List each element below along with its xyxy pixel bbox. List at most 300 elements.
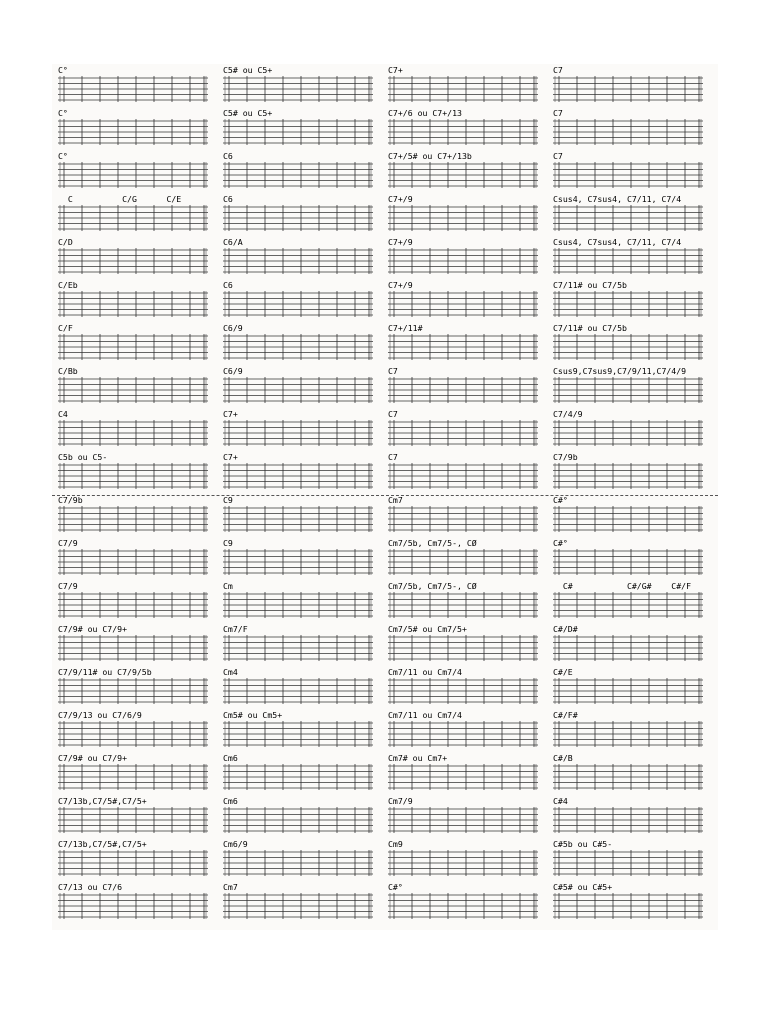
chord-cell (551, 668, 716, 711)
tab-lines-icon (221, 248, 375, 274)
chord-cell (56, 281, 221, 324)
chord-name: C7/13b,C7/5#,C7/5+ (58, 839, 147, 849)
tab-lines-icon (221, 807, 375, 833)
chord-name: C7+ (223, 452, 238, 462)
fretboard-diagram (386, 334, 540, 360)
chord-cell (386, 238, 551, 281)
chord-cell (551, 883, 716, 926)
fretboard-diagram (386, 119, 540, 145)
chord-cell (386, 281, 551, 324)
tab-lines-icon (221, 635, 375, 661)
tab-lines-icon (551, 463, 705, 489)
chord-cell (221, 883, 386, 926)
chord-cell (551, 281, 716, 324)
chord-cell (221, 453, 386, 496)
fretboard-diagram (221, 592, 375, 618)
chord-cell (551, 582, 716, 625)
fretboard-diagram (551, 549, 705, 575)
chord-cell (386, 582, 551, 625)
tab-lines-icon (56, 76, 210, 102)
chord-cell (386, 324, 551, 367)
tab-lines-icon (221, 420, 375, 446)
fretboard-diagram (56, 850, 210, 876)
fretboard-diagram (56, 764, 210, 790)
fretboard-diagram (56, 291, 210, 317)
fretboard-diagram (386, 420, 540, 446)
tab-lines-icon (221, 592, 375, 618)
tab-lines-icon (386, 162, 540, 188)
fretboard-diagram (551, 377, 705, 403)
fretboard-diagram (221, 850, 375, 876)
fretboard-diagram (551, 205, 705, 231)
chord-cell (551, 754, 716, 797)
chord-cell (221, 324, 386, 367)
fretboard-diagram (551, 463, 705, 489)
fretboard-diagram (551, 162, 705, 188)
chord-cell (386, 668, 551, 711)
chord-name: C° (58, 65, 68, 75)
tab-lines-icon (56, 721, 210, 747)
chord-cell (551, 453, 716, 496)
tab-lines-icon (56, 420, 210, 446)
tab-lines-icon (386, 248, 540, 274)
chord-cell (56, 883, 221, 926)
fretboard-diagram (221, 76, 375, 102)
tab-lines-icon (56, 205, 210, 231)
chord-name: C7+/9 (388, 194, 413, 204)
fretboard-diagram (551, 678, 705, 704)
fretboard-diagram (551, 893, 705, 919)
chord-cell (221, 66, 386, 109)
tab-lines-icon (386, 721, 540, 747)
chord-cell (56, 109, 221, 152)
tab-lines-icon (386, 76, 540, 102)
fretboard-diagram (221, 463, 375, 489)
tab-lines-icon (56, 850, 210, 876)
chord-cell (551, 109, 716, 152)
chord-name: C6 (223, 151, 233, 161)
chord-name: C7 (553, 151, 563, 161)
tab-lines-icon (221, 549, 375, 575)
chord-cell (221, 711, 386, 754)
fretboard-diagram (221, 549, 375, 575)
chord-cell (56, 238, 221, 281)
tab-lines-icon (551, 850, 705, 876)
chord-name: Cm7/9 (388, 796, 413, 806)
chord-cell (386, 496, 551, 539)
chord-name: Cm7 (223, 882, 238, 892)
fretboard-diagram (56, 248, 210, 274)
tab-lines-icon (386, 807, 540, 833)
fretboard-diagram (386, 764, 540, 790)
chord-name: Cm4 (223, 667, 238, 677)
chord-name: C7+/9 (388, 280, 413, 290)
fretboard-diagram (386, 248, 540, 274)
tab-lines-icon (56, 549, 210, 575)
fretboard-diagram (551, 248, 705, 274)
fretboard-diagram (221, 506, 375, 532)
chord-cell (386, 152, 551, 195)
chord-cell (386, 625, 551, 668)
chord-name: Cm7/11 ou Cm7/4 (388, 667, 462, 677)
tab-lines-icon (386, 119, 540, 145)
chord-cell (221, 109, 386, 152)
chord-cell (56, 496, 221, 539)
chord-name: C7+/6 ou C7+/13 (388, 108, 462, 118)
chord-cell (551, 66, 716, 109)
chord-cell (386, 797, 551, 840)
tab-lines-icon (56, 334, 210, 360)
chord-cell (551, 238, 716, 281)
tab-lines-icon (56, 119, 210, 145)
fretboard-diagram (56, 721, 210, 747)
chord-cell (386, 367, 551, 410)
chord-name: C#° (553, 495, 568, 505)
fretboard-diagram (221, 420, 375, 446)
chord-name: C/F (58, 323, 73, 333)
chord-cell (386, 195, 551, 238)
chord-name: C5# ou C5+ (223, 65, 273, 75)
fretboard-diagram (551, 506, 705, 532)
tab-lines-icon (551, 893, 705, 919)
chord-cell (221, 625, 386, 668)
tab-lines-icon (56, 463, 210, 489)
chord-cell (56, 754, 221, 797)
tab-lines-icon (386, 377, 540, 403)
chord-cell (386, 754, 551, 797)
chord-name: Cm7/5# ou Cm7/5+ (388, 624, 467, 634)
tab-lines-icon (386, 334, 540, 360)
chord-name: C7+/11# (388, 323, 423, 333)
chord-cell (221, 152, 386, 195)
chord-name: Cm7 (388, 495, 403, 505)
fretboard-diagram (56, 420, 210, 446)
tab-lines-icon (386, 850, 540, 876)
chord-name: C#/E (553, 667, 573, 677)
chord-name: C#5b ou C#5- (553, 839, 613, 849)
fretboard-diagram (221, 377, 375, 403)
chord-cell (56, 711, 221, 754)
fretboard-diagram (386, 635, 540, 661)
chord-name: C7/9/13 ou C7/6/9 (58, 710, 142, 720)
chord-cell (551, 324, 716, 367)
chord-cell (386, 66, 551, 109)
chord-cell (221, 797, 386, 840)
tab-lines-icon (551, 205, 705, 231)
chord-cell (221, 668, 386, 711)
fretboard-diagram (551, 807, 705, 833)
chord-name: C#° (388, 882, 403, 892)
chord-name: C7+/5# ou C7+/13b (388, 151, 472, 161)
fretboard-diagram (221, 893, 375, 919)
fretboard-diagram (386, 721, 540, 747)
chord-name: C#° (553, 538, 568, 548)
tab-lines-icon (221, 764, 375, 790)
fretboard-diagram (221, 721, 375, 747)
chord-cell (221, 410, 386, 453)
tab-lines-icon (551, 420, 705, 446)
chord-name: Csus4, C7sus4, C7/11, C7/4 (553, 237, 682, 247)
chord-name: C#4 (553, 796, 568, 806)
tab-lines-icon (221, 291, 375, 317)
chord-name: C9 (223, 495, 233, 505)
chord-name: C7/9 (58, 581, 78, 591)
chord-name: C#/F# (553, 710, 578, 720)
chord-name: C7/13 ou C7/6 (58, 882, 123, 892)
chord-cell (221, 195, 386, 238)
tab-lines-icon (221, 334, 375, 360)
chord-name: C7/9 (58, 538, 78, 548)
chord-cell (386, 840, 551, 883)
chord-name: C/Bb (58, 366, 78, 376)
chord-name: C7/11# ou C7/5b (553, 280, 627, 290)
tab-lines-icon (221, 162, 375, 188)
fretboard-diagram (56, 635, 210, 661)
fretboard-diagram (551, 764, 705, 790)
fretboard-diagram (551, 291, 705, 317)
chord-cell (551, 367, 716, 410)
tab-lines-icon (56, 764, 210, 790)
tab-lines-icon (551, 592, 705, 618)
tab-lines-icon (551, 76, 705, 102)
chord-name: C/Eb (58, 280, 78, 290)
tab-lines-icon (221, 119, 375, 145)
chord-name: Cm (223, 581, 233, 591)
chord-cell (551, 539, 716, 582)
chord-cell (386, 453, 551, 496)
fretboard-diagram (56, 807, 210, 833)
fretboard-diagram (221, 807, 375, 833)
chord-cell (551, 797, 716, 840)
fretboard-diagram (386, 549, 540, 575)
tab-lines-icon (386, 291, 540, 317)
fretboard-diagram (221, 205, 375, 231)
fretboard-diagram (551, 721, 705, 747)
fretboard-diagram (386, 162, 540, 188)
chord-name: C7/9b (58, 495, 83, 505)
chord-name: Cm5# ou Cm5+ (223, 710, 283, 720)
chord-name: C7+ (388, 65, 403, 75)
chord-cell (386, 410, 551, 453)
chord-name: C7/9/11# ou C7/9/5b (58, 667, 152, 677)
chord-name: C4 (58, 409, 68, 419)
fretboard-diagram (386, 850, 540, 876)
tab-lines-icon (221, 678, 375, 704)
chord-name: C7/9# ou C7/9+ (58, 753, 128, 763)
tab-lines-icon (386, 592, 540, 618)
tab-lines-icon (551, 635, 705, 661)
chord-name: C7 (388, 452, 398, 462)
tab-lines-icon (551, 721, 705, 747)
fretboard-diagram (386, 592, 540, 618)
fretboard-diagram (56, 334, 210, 360)
fretboard-diagram (551, 119, 705, 145)
chord-cell (56, 668, 221, 711)
chord-name: C6/9 (223, 366, 243, 376)
chord-name: C# C#/G# C#/F (553, 581, 692, 591)
fretboard-diagram (386, 76, 540, 102)
fretboard-diagram (386, 463, 540, 489)
chord-name: C6/A (223, 237, 243, 247)
chord-cell (56, 324, 221, 367)
chord-name: C#/B (553, 753, 573, 763)
chord-name: Csus4, C7sus4, C7/11, C7/4 (553, 194, 682, 204)
chord-name: Cm9 (388, 839, 403, 849)
chord-name: C7+/9 (388, 237, 413, 247)
chord-name: C9 (223, 538, 233, 548)
fretboard-diagram (56, 549, 210, 575)
tab-lines-icon (551, 119, 705, 145)
chord-name: C7/13b,C7/5#,C7/5+ (58, 796, 147, 806)
chord-cell (221, 754, 386, 797)
tab-lines-icon (551, 549, 705, 575)
tab-lines-icon (386, 678, 540, 704)
tab-lines-icon (551, 506, 705, 532)
tab-lines-icon (551, 678, 705, 704)
chord-cell (551, 625, 716, 668)
chord-name: C6 (223, 194, 233, 204)
tab-lines-icon (551, 248, 705, 274)
chord-cell (56, 66, 221, 109)
fretboard-diagram (551, 420, 705, 446)
chord-name: Cm7/11 ou Cm7/4 (388, 710, 462, 720)
fretboard-diagram (386, 291, 540, 317)
fretboard-diagram (56, 678, 210, 704)
fretboard-diagram (221, 162, 375, 188)
fretboard-diagram (386, 506, 540, 532)
fretboard-diagram (386, 678, 540, 704)
tab-lines-icon (551, 764, 705, 790)
chord-name: C7/4/9 (553, 409, 583, 419)
tab-lines-icon (56, 807, 210, 833)
tab-lines-icon (386, 635, 540, 661)
chord-name: C#/D# (553, 624, 578, 634)
chord-cell (56, 582, 221, 625)
fretboard-diagram (221, 119, 375, 145)
chord-name: C5# ou C5+ (223, 108, 273, 118)
chord-cell (56, 797, 221, 840)
fretboard-diagram (551, 76, 705, 102)
chord-cell (56, 625, 221, 668)
tab-lines-icon (56, 506, 210, 532)
fretboard-diagram (56, 76, 210, 102)
chord-name: Cm6 (223, 796, 238, 806)
fretboard-diagram (56, 893, 210, 919)
tab-lines-icon (221, 76, 375, 102)
tab-lines-icon (386, 764, 540, 790)
fretboard-diagram (221, 678, 375, 704)
chord-cell (551, 496, 716, 539)
fretboard-diagram (386, 893, 540, 919)
chord-cell (551, 410, 716, 453)
tab-lines-icon (56, 592, 210, 618)
tab-lines-icon (221, 506, 375, 532)
chord-cell (56, 367, 221, 410)
tab-lines-icon (56, 162, 210, 188)
fretboard-diagram (56, 592, 210, 618)
chord-chart-sheet (52, 64, 718, 930)
fretboard-diagram (56, 162, 210, 188)
fretboard-diagram (386, 807, 540, 833)
chord-name: Csus9,C7sus9,C7/9/11,C7/4/9 (553, 366, 687, 376)
chord-name: C5b ou C5- (58, 452, 108, 462)
chord-name: C7 (553, 65, 563, 75)
fretboard-diagram (221, 291, 375, 317)
chord-cell (56, 840, 221, 883)
chord-cell (56, 539, 221, 582)
fretboard-diagram (386, 205, 540, 231)
chord-name: C#5# ou C#5+ (553, 882, 613, 892)
chord-name: C7 (388, 409, 398, 419)
fretboard-diagram (56, 463, 210, 489)
chord-name: Cm6 (223, 753, 238, 763)
chord-cell (221, 496, 386, 539)
chord-name: C7 (388, 366, 398, 376)
chord-name: C7+ (223, 409, 238, 419)
chord-cell (551, 840, 716, 883)
chord-cell (386, 883, 551, 926)
chord-name: C6/9 (223, 323, 243, 333)
tab-lines-icon (56, 248, 210, 274)
chord-grid (56, 66, 716, 926)
tab-lines-icon (56, 678, 210, 704)
chord-name: Cm7# ou Cm7+ (388, 753, 448, 763)
chord-name: Cm7/5b, Cm7/5-, CØ (388, 538, 477, 548)
chord-cell (56, 410, 221, 453)
chord-cell (221, 582, 386, 625)
tab-lines-icon (386, 893, 540, 919)
fretboard-diagram (221, 635, 375, 661)
chord-cell (386, 711, 551, 754)
fretboard-diagram (56, 119, 210, 145)
chord-name: Cm7/5b, Cm7/5-, CØ (388, 581, 477, 591)
tab-lines-icon (56, 893, 210, 919)
chord-cell (551, 711, 716, 754)
tab-lines-icon (386, 205, 540, 231)
tab-lines-icon (221, 893, 375, 919)
tab-lines-icon (56, 291, 210, 317)
chord-cell (386, 539, 551, 582)
chord-cell (551, 152, 716, 195)
fretboard-diagram (56, 205, 210, 231)
tab-lines-icon (551, 162, 705, 188)
chord-cell (386, 109, 551, 152)
tab-lines-icon (221, 850, 375, 876)
chord-cell (551, 195, 716, 238)
tab-lines-icon (386, 420, 540, 446)
tab-lines-icon (221, 721, 375, 747)
fretboard-diagram (221, 248, 375, 274)
tab-lines-icon (551, 807, 705, 833)
tab-lines-icon (221, 205, 375, 231)
tab-lines-icon (551, 334, 705, 360)
chord-name: C7/9b (553, 452, 578, 462)
tab-lines-icon (551, 377, 705, 403)
chord-name: C6 (223, 280, 233, 290)
tab-lines-icon (221, 377, 375, 403)
chord-name: Cm7/F (223, 624, 248, 634)
fretboard-diagram (551, 635, 705, 661)
fretboard-diagram (551, 850, 705, 876)
chord-name: C° (58, 108, 68, 118)
chord-name: C7/11# ou C7/5b (553, 323, 627, 333)
tab-lines-icon (221, 463, 375, 489)
chord-cell (56, 195, 221, 238)
chord-name: C° (58, 151, 68, 161)
chord-cell (221, 238, 386, 281)
fretboard-diagram (221, 764, 375, 790)
fretboard-diagram (56, 506, 210, 532)
